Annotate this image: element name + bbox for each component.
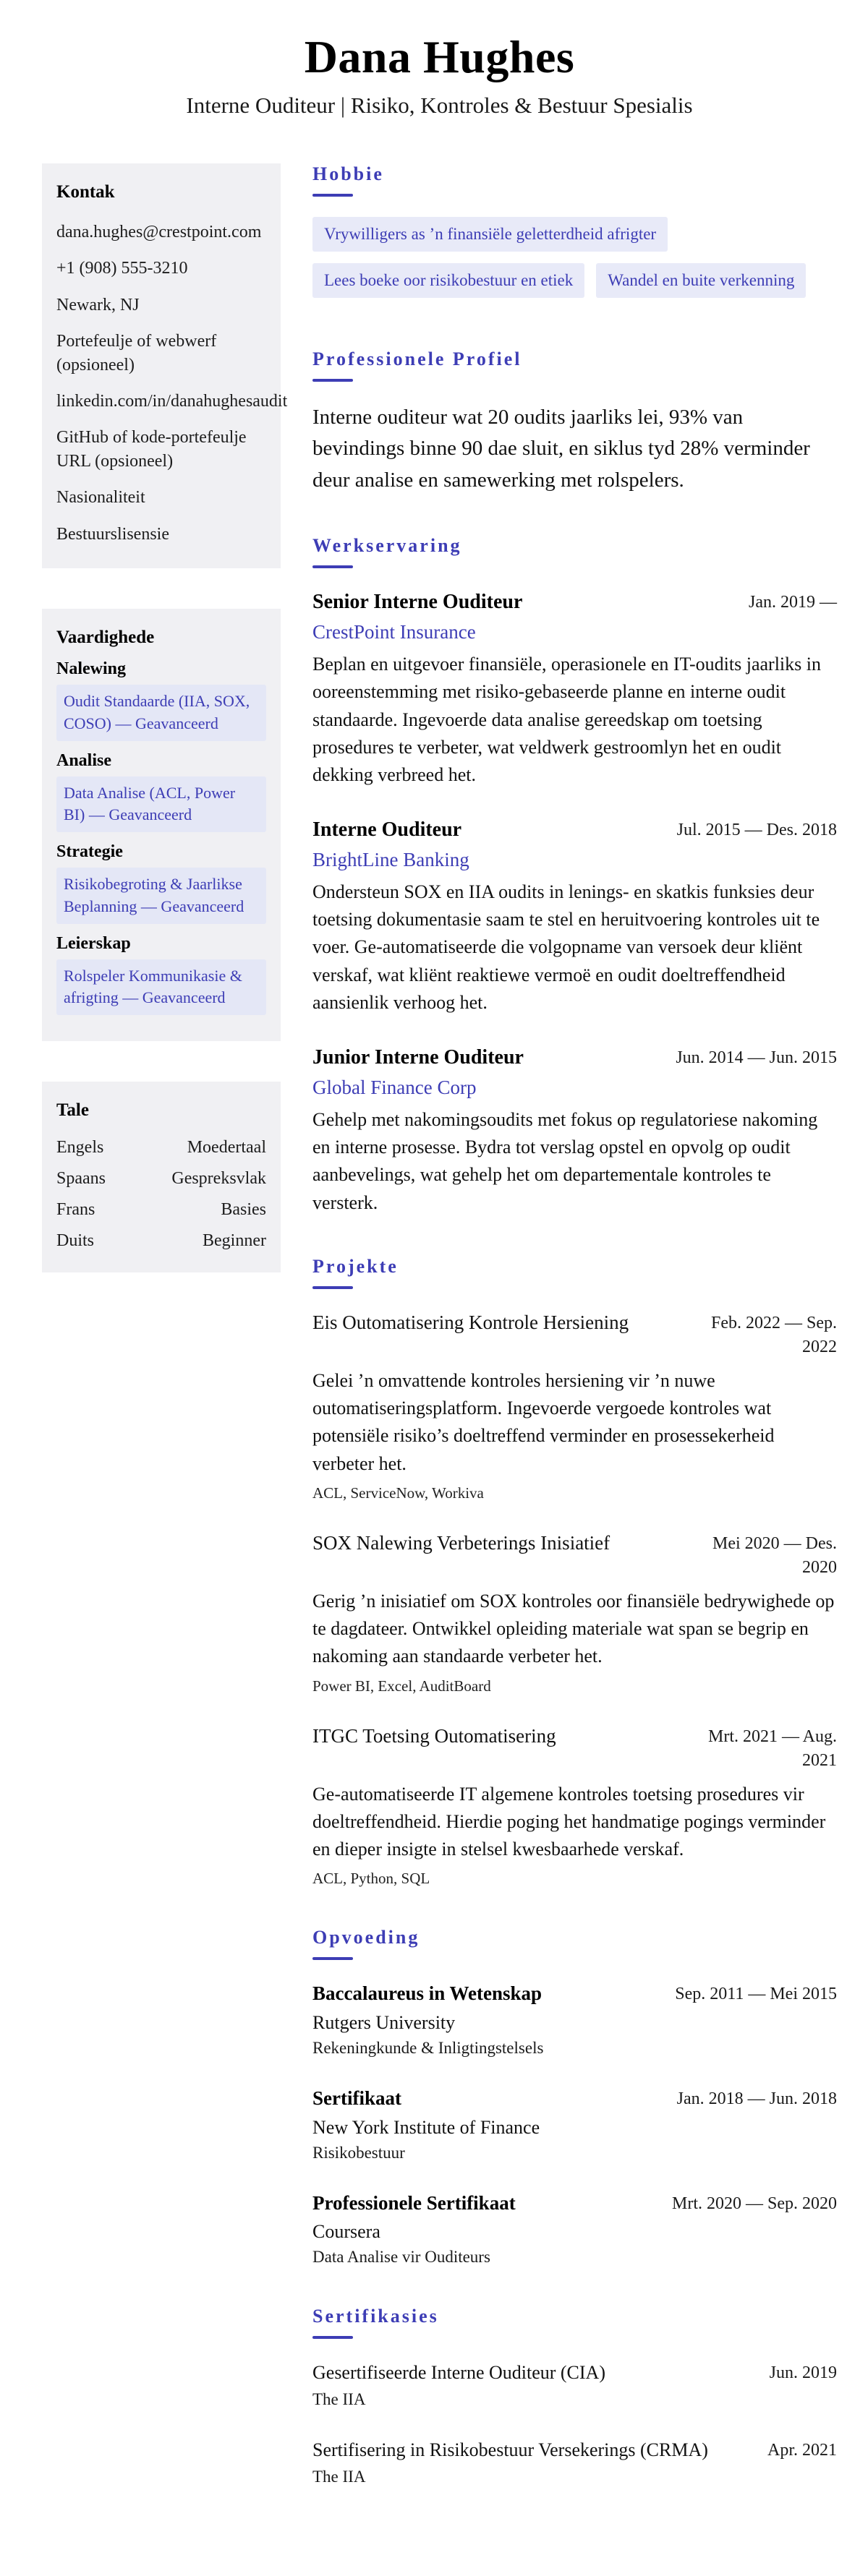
education-dates: Mrt. 2020 — Sep. 2020 (672, 2194, 837, 2213)
education-dates: Sep. 2011 — Mei 2015 (675, 1985, 837, 2004)
hobbies-section-title: Hobbie (312, 163, 384, 184)
project-tech-stack: ACL, Python, SQL (312, 1870, 430, 1888)
project-description: Gelei ’n omvattende kontroles hersiening vir ’n nuwe outomatiseringsplatform. Ingevoerde vergoede kontroles wat potensiële risiko’s doeltreffend verminder en prosessekerheid verbeter het. (312, 1369, 775, 1474)
contact-location: Newark, NJ (56, 295, 140, 314)
job-title: Interne Ouditeur (312, 818, 462, 842)
job-header (312, 816, 837, 844)
skill-group (56, 934, 266, 1016)
sidebar (42, 163, 288, 1313)
certification-entry (312, 2436, 837, 2486)
profile-section (312, 348, 837, 497)
project-tech-stack: ACL, ServiceNow, Workiva (312, 1484, 484, 1502)
contact-section-title: Kontak (56, 182, 115, 202)
candidate-title: Interne Ouditeur | Risiko, Kontroles & Bestuur Spesialis (186, 93, 693, 118)
project-dates: Mrt. 2021 — Aug. 2021 (707, 1726, 837, 1771)
section-underline (312, 1286, 353, 1289)
job-entry (312, 816, 837, 1017)
job-header (312, 1044, 837, 1071)
project-entry (312, 1530, 837, 1695)
job-description: Gehelp met nakomingsoudits met fokus op regulatoriese nakoming en interne prosesse. Bydra tot verslag opstel en opvolg op oudit aanbevelings, wat gehelp het om departementale kontroles te versterk. (312, 1108, 818, 1213)
job-title: Junior Interne Ouditeur (312, 1046, 524, 1069)
education-section (312, 1927, 837, 2267)
languages-section (42, 1082, 281, 1272)
project-dates: Mei 2020 — Des. 2020 (712, 1533, 837, 1578)
contact-phone: +1 (908) 555-3210 (56, 259, 188, 278)
contact-email: dana.hughes@crestpoint.com (56, 223, 262, 241)
education-header (312, 2085, 837, 2112)
contact-drivers-license: Bestuurslisensie (56, 524, 169, 544)
education-degree: Professionele Sertifikaat (312, 2191, 516, 2214)
skill-category: Strategie (56, 842, 123, 862)
education-degree: Baccalaureus in Wetenskap (312, 1982, 542, 2005)
certification-header (312, 2359, 837, 2387)
education-header (312, 1980, 837, 2007)
job-company: Global Finance Corp (312, 1076, 477, 1098)
profile-summary: Interne ouditeur wat 20 oudits jaarliks lei, 93% van bevindings binne 90 dae sluit, en siklus tyd 28% verminder deur analise en samewerking met rolspelers. (312, 405, 810, 492)
education-degree: Sertifikaat (312, 2087, 401, 2110)
job-entry (312, 589, 837, 789)
main-column (312, 163, 837, 2525)
education-header (312, 2190, 837, 2217)
job-company: CrestPoint Insurance (312, 621, 476, 643)
hobbies-section (312, 163, 837, 309)
contact-github: GitHub of kode-portefeulje URL (opsioneel) (56, 428, 247, 471)
education-dates: Jan. 2018 — Jun. 2018 (676, 2089, 837, 2109)
project-description: Ge-automatiseerde IT algemene kontroles toetsing prosedures vir doeltreffendheid. Hierdie poging het handmatige pogings verminder en dieper insigte in stelsel kwesbaarhede verskaf. (312, 1783, 826, 1860)
education-school: New York Institute of Finance (312, 2116, 540, 2138)
project-header (312, 1309, 837, 1360)
skill-category: Leierskap (56, 933, 131, 953)
education-entry (312, 2190, 837, 2267)
skills-section-title: Vaardighede (56, 627, 155, 647)
certification-date: Jun. 2019 (769, 2363, 837, 2383)
education-entry (312, 2085, 837, 2162)
language-name: Duits (56, 1231, 95, 1251)
contact-nationality: Nasionaliteit (56, 488, 145, 508)
certifications-section-title: Sertifikasies (312, 2306, 439, 2327)
section-underline (312, 194, 353, 197)
skills-section (42, 609, 281, 1041)
project-entry (312, 1309, 837, 1502)
education-school: Rutgers University (312, 2012, 456, 2034)
job-header (312, 589, 837, 616)
language-row (56, 1163, 266, 1194)
language-row (56, 1225, 266, 1257)
certification-header (312, 2436, 837, 2464)
skill-badge: Risikobegroting & Jaarlikse Beplanning — Geavanceerd (56, 868, 266, 924)
language-row (56, 1194, 266, 1225)
language-level: Basies (221, 1200, 266, 1220)
language-name: Spaans (56, 1169, 106, 1189)
language-level: Moedertaal (187, 1138, 266, 1158)
projects-section-title: Projekte (312, 1255, 399, 1277)
contact-section (42, 163, 288, 568)
project-name: ITGC Toetsing Outomatisering (312, 1724, 556, 1747)
languages-section-title: Tale (56, 1100, 89, 1121)
section-underline (312, 379, 353, 382)
project-description: Gerig ’n inisiatief om SOX kontroles oor finansiële bedrywighede op te dagdateer. Ontwikkel opleiding materiale wat span se begrip en nakoming aan standaarde verbeter het. (312, 1590, 835, 1667)
skill-category: Nalewing (56, 659, 126, 678)
contact-portfolio: Portefeulje of webwerf (opsioneel) (56, 332, 217, 375)
job-dates: Jul. 2015 — Des. 2018 (676, 821, 837, 840)
skill-category: Analise (56, 750, 112, 770)
resume-header (42, 30, 837, 119)
skill-group (56, 842, 266, 924)
language-level: Beginner (203, 1231, 266, 1251)
education-field: Risikobestuur (312, 2143, 405, 2162)
job-dates: Jan. 2019 — (749, 593, 837, 612)
job-description: Beplan en uitgevoer finansiële, operasionele en IT-oudits jaarliks in ooreenstemming met risiko-gebaseerde planne en interne oudit standaarde. Ingevoerde data analise gereedskap om toetsing prosedures te verbeter, wat veldwerk gestroomlyn het en oudit dekking verbreed het. (312, 654, 821, 785)
project-header (312, 1723, 837, 1773)
hobby-tag: Lees boeke oor risikobestuur en etiek (312, 263, 584, 298)
candidate-name: Dana Hughes (304, 31, 575, 82)
project-tech-stack: Power BI, Excel, AuditBoard (312, 1677, 491, 1695)
skill-badge: Rolspeler Kommunikasie & afrigting — Geavanceerd (56, 959, 266, 1016)
profile-section-title: Professionele Profiel (312, 348, 522, 369)
project-name: Eis Outomatisering Kontrole Hersiening (312, 1311, 629, 1333)
skill-badge: Data Analise (ACL, Power BI) — Geavanceerd (56, 776, 266, 833)
certification-date: Apr. 2021 (767, 2440, 837, 2460)
education-field: Data Analise vir Ouditeurs (312, 2248, 490, 2267)
job-dates: Jun. 2014 — Jun. 2015 (676, 1048, 837, 1068)
job-entry (312, 1044, 837, 1217)
skill-group (56, 659, 266, 741)
certifications-section (312, 2306, 837, 2486)
education-school: Coursera (312, 2221, 380, 2243)
section-underline (312, 565, 353, 568)
projects-section (312, 1256, 837, 1888)
job-title: Senior Interne Ouditeur (312, 591, 523, 614)
project-name: SOX Nalewing Verbeterings Inisiatief (312, 1531, 610, 1554)
certification-name: Gesertifiseerde Interne Ouditeur (CIA) (312, 2362, 605, 2384)
certification-name: Sertifisering in Risikobestuur Versekerings (CRMA) (312, 2439, 708, 2460)
certification-issuer: The IIA (312, 2467, 366, 2486)
experience-section (312, 535, 837, 1216)
experience-section-title: Werkservaring (312, 535, 462, 557)
hobby-tag: Wandel en buite verkenning (596, 263, 806, 298)
content-columns (42, 163, 837, 2525)
language-name: Frans (56, 1200, 95, 1220)
section-underline (312, 1957, 353, 1960)
education-section-title: Opvoeding (312, 1927, 420, 1948)
project-dates: Feb. 2022 — Sep. 2022 (711, 1313, 837, 1357)
certification-entry (312, 2359, 837, 2409)
education-field: Rekeningkunde & Inligtingstelsels (312, 2039, 544, 2058)
education-entry (312, 1980, 837, 2058)
language-name: Engels (56, 1138, 104, 1158)
project-header (312, 1530, 837, 1580)
job-company: BrightLine Banking (312, 848, 469, 870)
skill-badge: Oudit Standaarde (IIA, SOX, COSO) — Geavanceerd (56, 685, 266, 741)
job-description: Ondersteun SOX en IIA oudits in lenings- en skatkis funksies deur toetsing dokumentasie saam te stel en heruitvoering kontroles uit te voer. Ge-automatiseerde die volgopname van versoek deur kliënt verskaf, wat kliënt reaktiewe vermoë en oudit doeltreffendheid aansienlik verhoog het. (312, 881, 820, 1013)
hobby-tag: Vrywilligers as ’n finansiële geletterdheid afrigter (312, 217, 668, 252)
language-level: Gespreksvlak (171, 1169, 266, 1189)
contact-linkedin: linkedin.com/in/danahughesaudit (56, 391, 288, 411)
section-underline (312, 2336, 353, 2339)
project-entry (312, 1723, 837, 1888)
skill-group (56, 751, 266, 833)
certification-issuer: The IIA (312, 2389, 366, 2408)
hobby-tags (312, 217, 837, 309)
language-row (56, 1132, 266, 1163)
